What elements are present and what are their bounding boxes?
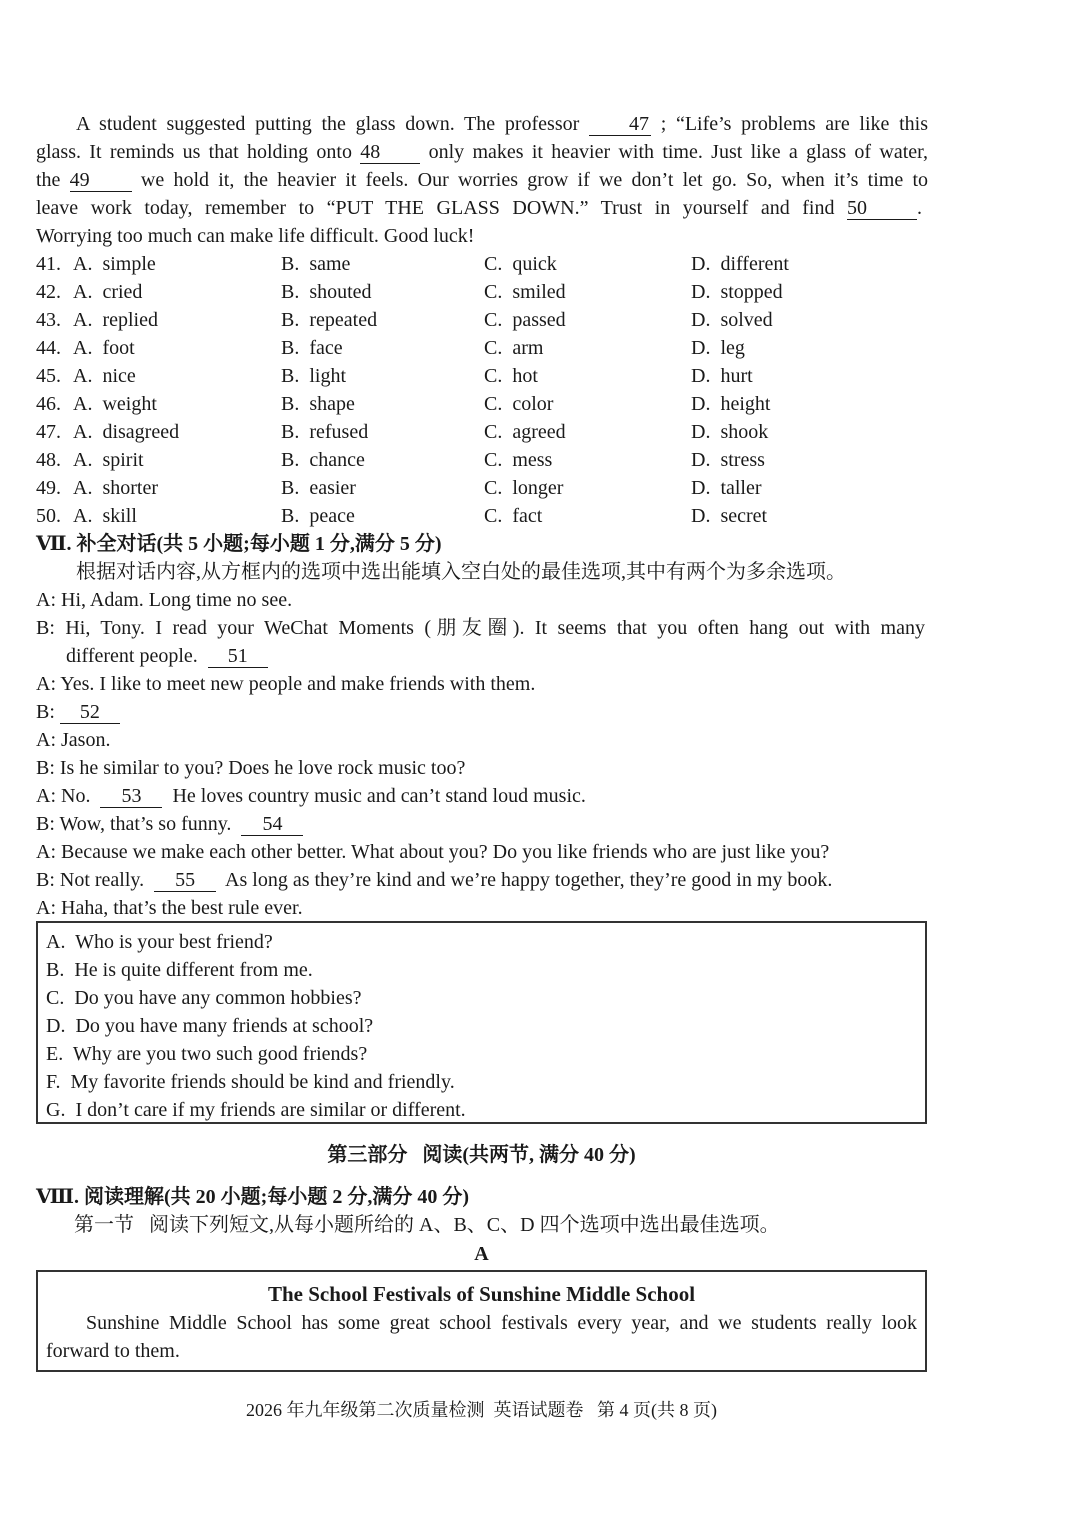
option-row (36, 362, 936, 390)
option-d: D. height (691, 393, 771, 415)
question-number: 49. (36, 477, 61, 499)
cloze-line-4 (36, 194, 922, 222)
cloze-text: we hold it, the heavier it feels. Our worries grow if we don’t let go. So, when it’s time to (140, 169, 928, 191)
question-number: 46. (36, 393, 61, 415)
choice-item: A. Who is your best friend? (46, 931, 273, 953)
option-a: A. nice (73, 365, 136, 387)
question-number: 43. (36, 309, 61, 331)
cloze-line-1 (36, 110, 928, 138)
dialogue-line (36, 698, 120, 726)
option-a: A. foot (73, 337, 135, 359)
option-b: B. same (281, 253, 351, 275)
option-d: D. leg (691, 337, 745, 359)
choice-item: B. He is quite different from me. (46, 959, 313, 981)
passage-title: The School Festivals of Sunshine Middle School (267, 1282, 696, 1306)
dialogue-line: A: Yes. I like to meet new people and make friends with them. (36, 673, 536, 695)
blank-49: 49 (70, 169, 132, 192)
choice-item: G. I don’t care if my friends are similar or different. (46, 1099, 466, 1121)
blank-52: 52 (60, 701, 120, 724)
dialogue-text: B: Wow, that’s so funny. (36, 813, 232, 835)
dialogue-line (36, 866, 832, 894)
option-d: D. stress (691, 449, 765, 471)
dialogue-text: different people. (66, 645, 198, 667)
option-d: D. different (691, 253, 789, 275)
option-c: C. smiled (484, 281, 566, 303)
dialogue-line (36, 782, 586, 810)
option-c: C. fact (484, 505, 543, 527)
question-number: 44. (36, 337, 61, 359)
option-row (36, 502, 936, 530)
dialogue-line: B: Is he similar to you? Does he love rock music too? (36, 757, 466, 779)
option-d: D. stopped (691, 281, 783, 303)
option-a: A. spirit (73, 449, 144, 471)
option-c: C. passed (484, 309, 566, 331)
option-c: C. color (484, 393, 554, 415)
option-b: B. easier (281, 477, 356, 499)
question-number: 42. (36, 281, 61, 303)
dialogue-text: As long as they’re kind and we’re happy together, they’re good in my book. (225, 869, 833, 891)
option-c: C. quick (484, 253, 557, 275)
dialogue-text: B: (36, 701, 55, 723)
blank-53: 53 (100, 785, 162, 808)
passage-box (36, 1270, 927, 1372)
part-3-heading: 第三部分 阅读(共两节, 满分 40 分) (327, 1144, 636, 1166)
option-row (36, 278, 936, 306)
question-number: 45. (36, 365, 61, 387)
option-a: A. disagreed (73, 421, 180, 443)
choices-box (36, 921, 927, 1124)
blank-55: 55 (154, 869, 216, 892)
dialogue-line: A: Hi, Adam. Long time no see. (36, 589, 293, 611)
blank-54: 54 (241, 813, 303, 836)
option-a: A. cried (73, 281, 143, 303)
passage-line-2: forward to them. (46, 1340, 180, 1362)
option-b: B. light (281, 365, 347, 387)
question-number: 47. (36, 421, 61, 443)
page-footer: 2026 年九年级第二次质量检测 英语试题卷 第 4 页(共 8 页) (246, 1400, 717, 1420)
option-d: D. solved (691, 309, 773, 331)
dialogue-line: B: Hi, Tony. I read your WeChat Moments (朋友圈). It seems that you often hang out with many (36, 617, 925, 639)
dialogue-text: He loves country music and can’t stand loud music. (172, 785, 586, 807)
subsection-instruction: 第一节 阅读下列短文,从每小题所给的 A、B、C、D 四个选项中选出最佳选项。 (74, 1214, 780, 1236)
passage-label: A (474, 1243, 489, 1265)
option-a: A. replied (73, 309, 158, 331)
cloze-text: leave work today, remember to “PUT THE GLASS DOWN.” Trust in yourself and find (36, 197, 835, 219)
cloze-text: A student suggested putting the glass down. The professor (76, 113, 580, 135)
choice-item: D. Do you have many friends at school? (46, 1015, 374, 1037)
option-c: C. arm (484, 337, 544, 359)
option-b: B. refused (281, 421, 369, 443)
option-b: B. shape (281, 393, 355, 415)
cloze-text: glass. It reminds us that holding onto (36, 141, 352, 163)
dialogue-line: A: Jason. (36, 729, 111, 751)
option-row (36, 418, 936, 446)
option-a: A. weight (73, 393, 157, 415)
blank-51: 51 (208, 645, 268, 668)
option-row (36, 250, 936, 278)
option-a: A. simple (73, 253, 156, 275)
cloze-text: ; “Life’s problems are like this (660, 113, 928, 135)
option-row (36, 390, 936, 418)
cloze-line-5: Worrying too much can make life difficult. Good luck! (36, 225, 475, 247)
option-d: D. hurt (691, 365, 753, 387)
passage-line-1: Sunshine Middle School has some great school festivals every year, and we students really look (86, 1312, 917, 1334)
option-c: C. longer (484, 477, 564, 499)
option-c: C. agreed (484, 421, 566, 443)
option-b: B. shouted (281, 281, 372, 303)
option-b: B. peace (281, 505, 355, 527)
question-number: 48. (36, 449, 61, 471)
dialogue-line (36, 810, 303, 838)
section-7-heading: Ⅶ. 补全对话(共 5 小题;每小题 1 分,满分 5 分) (36, 533, 442, 555)
option-row (36, 306, 936, 334)
option-row (36, 474, 936, 502)
dialogue-line: A: Haha, that’s the best rule ever. (36, 897, 303, 919)
blank-47: 47 (589, 113, 651, 136)
option-c: C. mess (484, 449, 553, 471)
blank-50: 50 (847, 197, 917, 220)
option-row (36, 334, 936, 362)
option-b: B. face (281, 337, 343, 359)
option-b: B. repeated (281, 309, 378, 331)
section-7-instruction: 根据对话内容,从方框内的选项中选出能填入空白处的最佳选项,其中有两个为多余选项。 (76, 561, 846, 583)
option-d: D. taller (691, 477, 762, 499)
blank-48: 48 (360, 141, 420, 164)
dialogue-line: A: Because we make each other better. What about you? Do you like friends who are just like you? (36, 841, 830, 863)
choice-item: C. Do you have any common hobbies? (46, 987, 362, 1009)
option-a: A. shorter (73, 477, 158, 499)
dialogue-text: B: Not really. (36, 869, 145, 891)
dialogue-line (66, 642, 268, 670)
section-8-heading: Ⅷ. 阅读理解(共 20 小题;每小题 2 分,满分 40 分) (36, 1186, 469, 1208)
option-a: A. skill (73, 505, 137, 527)
option-d: D. secret (691, 505, 768, 527)
cloze-line-2 (36, 138, 928, 166)
choice-item: F. My favorite friends should be kind and friendly. (46, 1071, 455, 1093)
cloze-text: . (917, 197, 922, 219)
option-c: C. hot (484, 365, 538, 387)
question-number: 50. (36, 505, 61, 527)
cloze-text: only makes it heavier with time. Just like a glass of water, (428, 141, 929, 163)
cloze-text: the (36, 169, 61, 191)
dialogue-text: A: No. (36, 785, 91, 807)
option-row (36, 446, 936, 474)
option-d: D. shook (691, 421, 769, 443)
option-b: B. chance (281, 449, 365, 471)
cloze-line-3 (36, 166, 928, 194)
question-number: 41. (36, 253, 61, 275)
choice-item: E. Why are you two such good friends? (46, 1043, 368, 1065)
